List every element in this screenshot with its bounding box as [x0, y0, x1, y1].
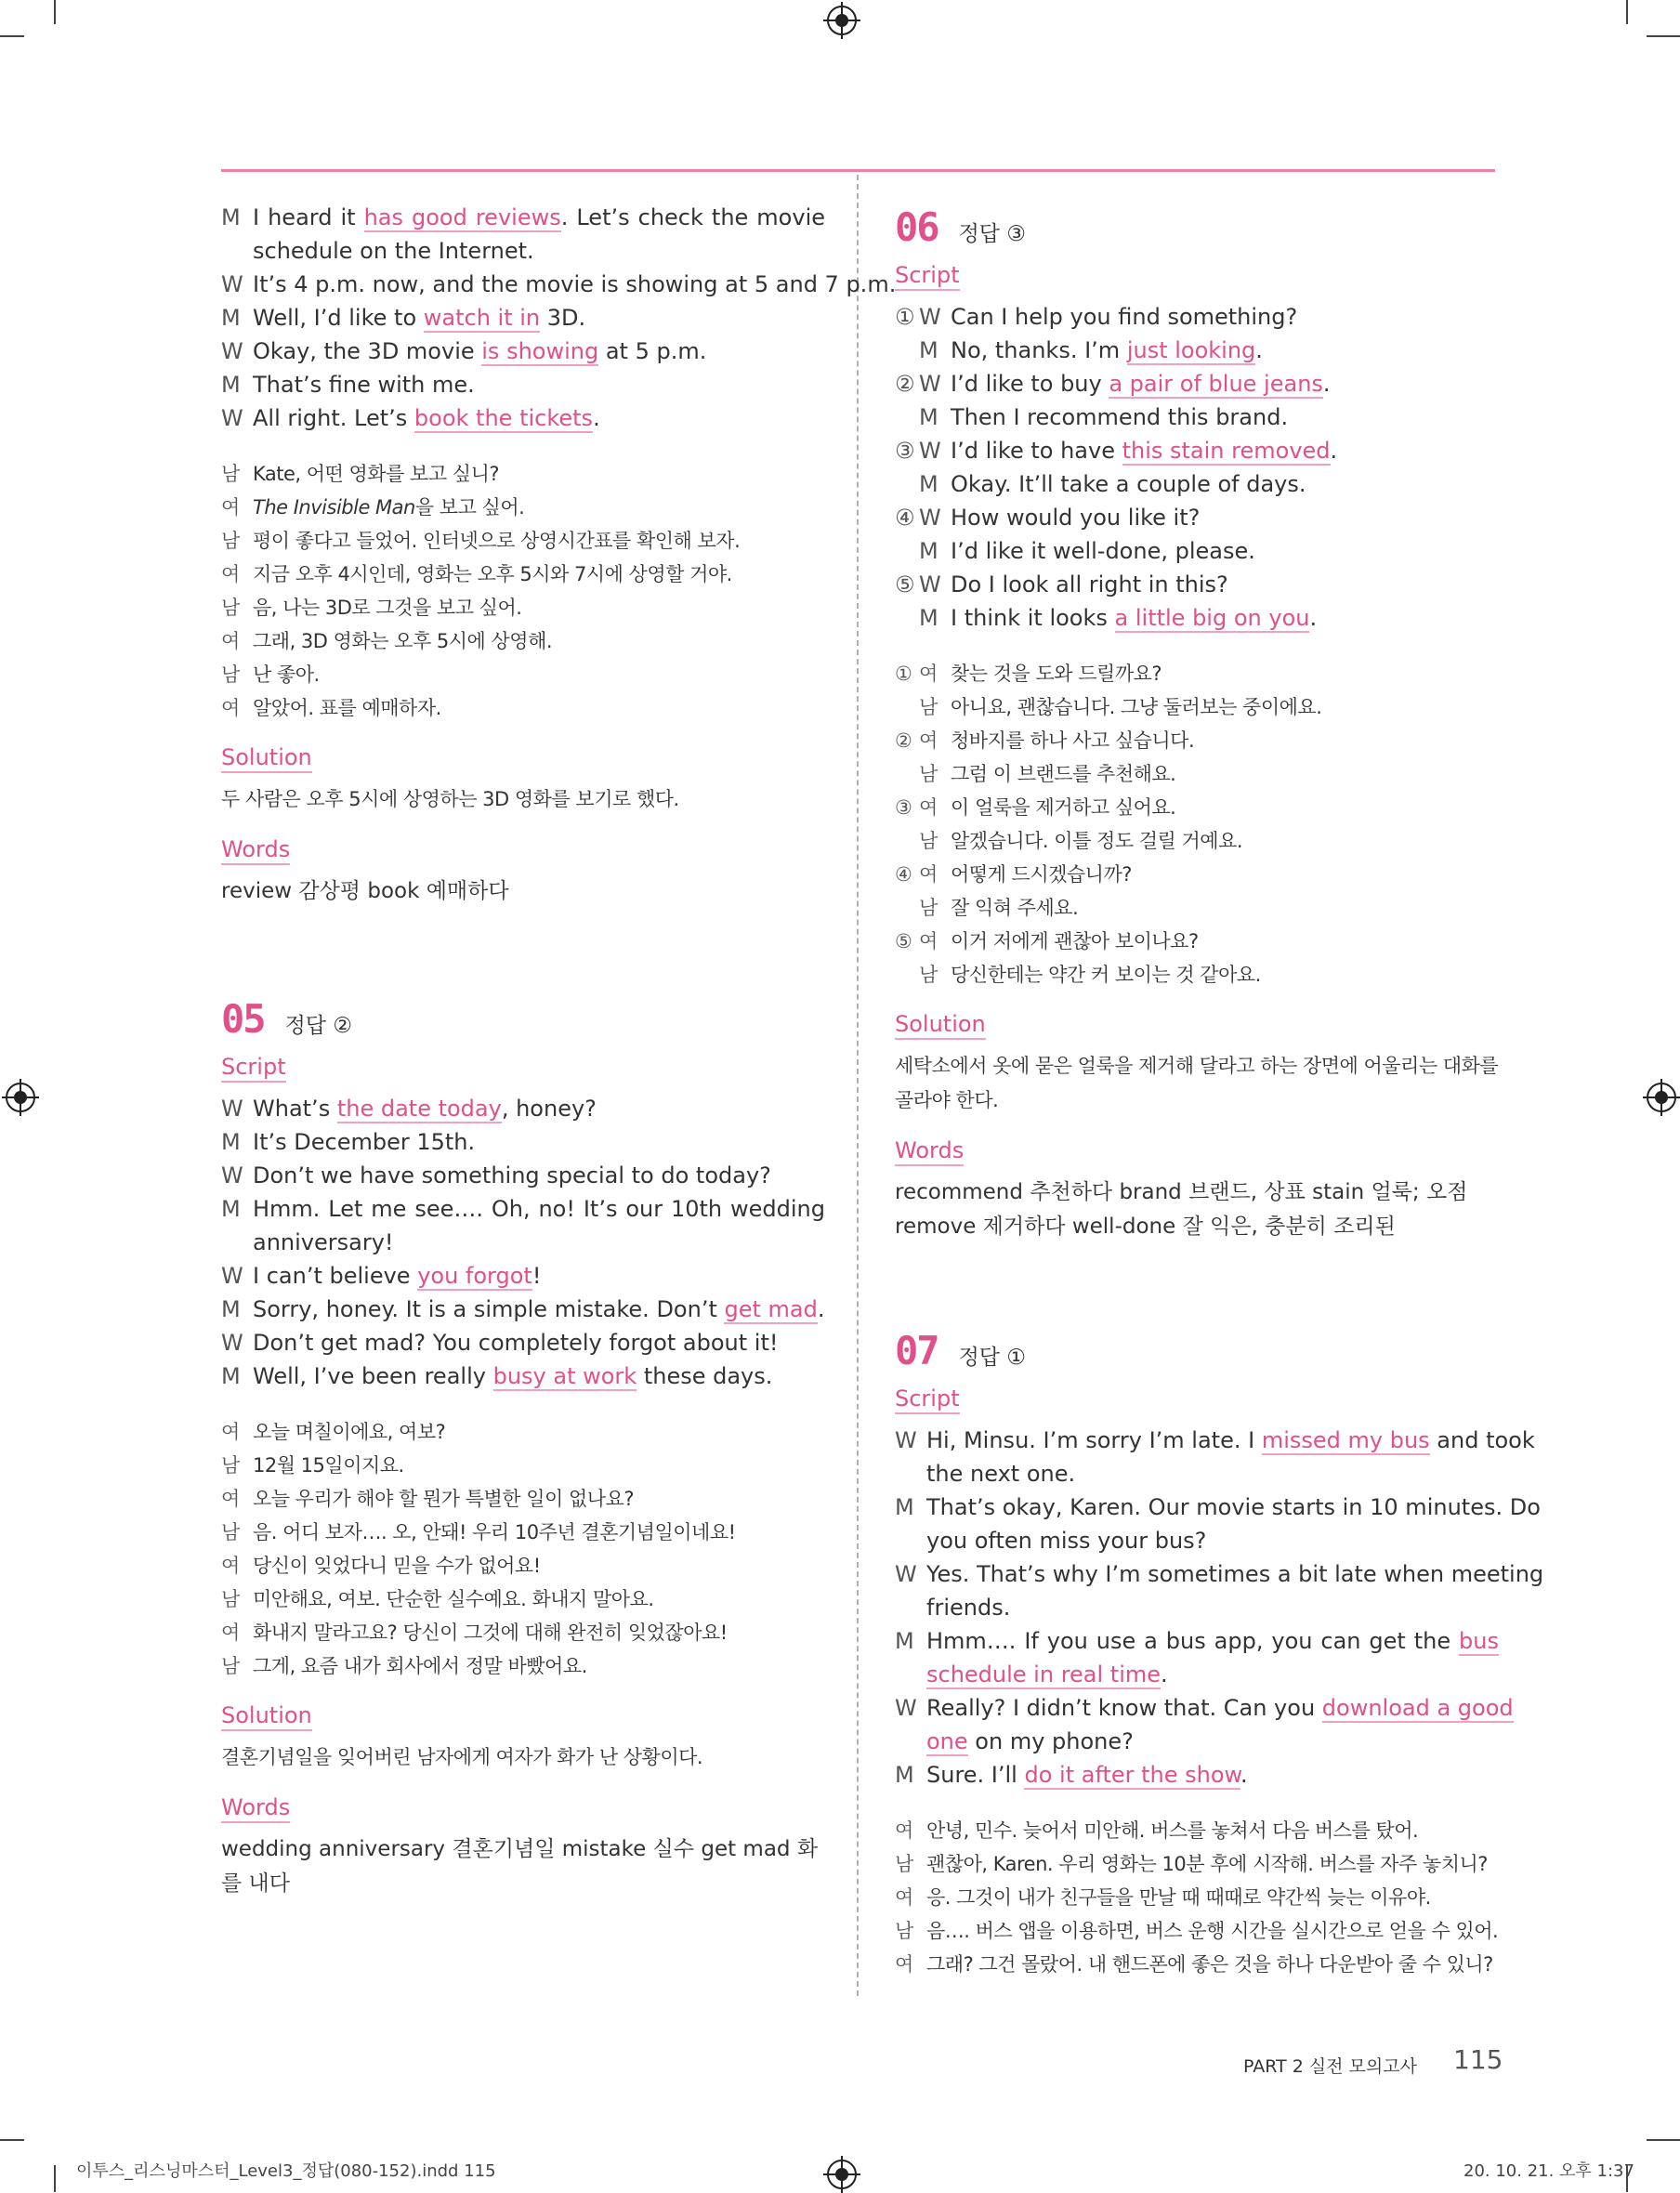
translation-text: 화내지 말라고요? 당신이 그것에 대해 완전히 잊었잖아요! — [253, 1622, 728, 1644]
translation-text: 음…. 버스 앱을 이용하면, 버스 운행 시간을 실시간으로 얻을 수 있어. — [926, 1920, 1499, 1942]
speaker-label: 여 — [919, 930, 938, 952]
speaker-label: M — [221, 1129, 241, 1155]
speaker-label: M — [221, 1363, 241, 1389]
speaker-label: 여 — [919, 729, 938, 752]
line-text: I heard it — [253, 204, 364, 230]
dialogue-line — [221, 301, 825, 335]
translation-text: 아니요, 괜찮습니다. 그냥 둘러보는 중이에요. — [951, 696, 1322, 718]
q05-korean-translation — [221, 1415, 825, 1683]
translation-line — [895, 1847, 1499, 1881]
line-text: Hmm…. If you use a bus app, you can get the — [926, 1628, 1460, 1654]
line-text: Well, I’ve been really — [253, 1363, 493, 1389]
line-text: . — [1309, 605, 1318, 631]
line-number: ② — [895, 729, 912, 752]
translation-line — [895, 690, 1499, 724]
q06-answer: 정답 ③ — [958, 222, 1026, 246]
q07-script-label: Script — [895, 1385, 960, 1414]
line-text: Sorry, honey. It is a simple mistake. Don’t — [253, 1296, 725, 1322]
line-text: No, thanks. I’m — [951, 337, 1127, 363]
speaker-label: W — [895, 1561, 917, 1587]
dialogue-line — [895, 1557, 1544, 1591]
line-text: these days. — [637, 1363, 773, 1389]
speaker-label: W — [895, 1427, 917, 1453]
line-text: Don’t we have something special to do today? — [253, 1162, 771, 1188]
speaker-label: 여 — [221, 496, 240, 519]
left-column — [221, 201, 897, 1901]
translation-text: 음, 나는 3D로 그것을 보고 싶어. — [253, 597, 522, 619]
dialogue-line — [221, 1092, 825, 1125]
translation-text: 당신한테는 약간 커 보이는 것 같아요. — [951, 964, 1261, 986]
dialogue-line — [221, 268, 897, 301]
translation-line — [221, 1582, 825, 1616]
translation-line — [221, 524, 825, 558]
speaker-label: 남 — [221, 530, 240, 552]
line-text: Yes. That’s why I’m sometimes a bit late when meeting — [926, 1561, 1544, 1587]
speaker-label: M — [895, 1628, 914, 1654]
q07-answer: 정답 ① — [958, 1346, 1026, 1370]
line-text: I’d like to have — [951, 438, 1122, 464]
translation-line — [895, 1948, 1499, 1981]
speaker-label: W — [221, 338, 243, 364]
dialogue-line — [895, 1725, 1499, 1758]
q05-header — [221, 996, 825, 1042]
q04-words — [221, 874, 825, 909]
highlighted-phrase: has good reviews — [363, 204, 561, 230]
dialogue-line — [895, 300, 1499, 334]
speaker-label: 여 — [895, 1819, 913, 1842]
translation-text: 찾는 것을 도와 드릴까요? — [951, 663, 1162, 685]
line-text: How would you like it? — [951, 505, 1201, 531]
line-number: ④ — [895, 863, 912, 886]
line-text: at 5 p.m. — [598, 338, 707, 364]
q06-words-label: Words — [895, 1136, 964, 1166]
speaker-label: 여 — [919, 863, 938, 886]
line-number: ⑤ — [895, 930, 912, 952]
speaker-label: W — [221, 1162, 243, 1188]
dialogue-line — [895, 401, 1499, 434]
dialogue-line — [221, 1259, 825, 1293]
line-number: ③ — [895, 438, 915, 464]
translation-text: 이 얼룩을 제거하고 싶어요. — [951, 796, 1176, 819]
dialogue-line — [895, 434, 1499, 467]
translation-line — [221, 491, 825, 524]
q06-number: 06 — [895, 204, 938, 250]
q05-solution-label: Solution — [221, 1701, 312, 1731]
translation-text: 괜찮아, Karen. 우리 영화는 10분 후에 시작해. 버스를 자주 놓치니? — [926, 1853, 1488, 1875]
q06-script — [895, 300, 1499, 635]
highlighted-phrase: missed my bus — [1261, 1427, 1430, 1453]
speaker-label: W — [221, 1330, 243, 1356]
line-text: Okay, the 3D movie — [253, 338, 482, 364]
dialogue-line — [895, 534, 1499, 568]
dialogue-line — [895, 1524, 1499, 1557]
registration-mark-icon — [827, 2160, 857, 2189]
q06-words — [895, 1175, 1499, 1244]
crop-mark — [1647, 2139, 1680, 2141]
highlighted-phrase: the date today — [336, 1096, 502, 1122]
dialogue-line — [895, 601, 1499, 635]
speaker-label: 남 — [895, 1853, 913, 1875]
q05-words — [221, 1832, 825, 1901]
q07-number: 07 — [895, 1328, 938, 1373]
line-text: Sure. I’ll — [926, 1762, 1025, 1788]
translation-line — [895, 891, 1499, 925]
speaker-label: W — [919, 505, 941, 531]
speaker-label: 여 — [221, 1622, 240, 1644]
dialogue-line — [895, 1691, 1514, 1725]
dialogue-line — [221, 1159, 825, 1192]
translation-line — [221, 1415, 825, 1449]
highlighted-phrase: do it after the show — [1024, 1762, 1240, 1788]
translation-text: 당신이 잊었다니 믿을 수가 없어요! — [253, 1555, 541, 1577]
translation-line — [895, 724, 1499, 757]
translation-text: 청바지를 하나 사고 싶습니다. — [951, 729, 1195, 752]
footer-part-label: PART 2 실전 모의고사 — [1243, 2056, 1417, 2077]
registration-mark-icon — [1647, 1083, 1676, 1112]
dialogue-line — [221, 1359, 825, 1393]
speaker-label: 남 — [221, 1588, 240, 1610]
q07-script — [895, 1424, 1544, 1792]
words-line: remove 제거하다 well-done 잘 익은, 충분히 조리된 — [895, 1215, 1396, 1239]
dialogue-line — [221, 1226, 825, 1259]
q07-korean-translation — [895, 1814, 1499, 1981]
highlighted-phrase: get mad — [724, 1296, 818, 1322]
speaker-label: W — [919, 438, 941, 464]
line-text: Hmm. Let me see…. Oh, no! It’s our 10th wedding — [253, 1196, 825, 1222]
translation-line — [221, 691, 825, 725]
dialogue-line — [895, 334, 1499, 367]
top-rule — [221, 169, 1495, 172]
translation-line — [221, 1549, 825, 1582]
right-column — [895, 201, 1544, 1981]
dialogue-line — [895, 501, 1499, 534]
line-text: It’s December 15th. — [253, 1129, 476, 1155]
translation-line — [221, 1616, 825, 1649]
crop-mark — [54, 0, 56, 24]
translation-text: The Invisible Man을 보고 싶어. — [253, 496, 525, 519]
speaker-label: M — [221, 1296, 241, 1322]
line-text: Really? I didn’t know that. Can you — [926, 1695, 1322, 1721]
crop-mark — [0, 2139, 24, 2141]
crop-mark — [1626, 0, 1628, 24]
speaker-label: M — [221, 372, 241, 398]
translation-text: 오늘 우리가 해야 할 뭔가 특별한 일이 없나요? — [253, 1488, 635, 1510]
speaker-label: M — [895, 1494, 914, 1520]
translation-line — [221, 1516, 825, 1549]
line-text: the next one. — [926, 1461, 1076, 1487]
speaker-label: 여 — [221, 1488, 240, 1510]
line-text: It’s 4 p.m. now, and the movie is showing at 5 and 7 p.m. — [253, 271, 897, 297]
solution-line: 골라야 한다. — [895, 1089, 999, 1111]
q04-words-label: Words — [221, 835, 290, 865]
translation-line — [221, 558, 825, 591]
translation-line — [221, 658, 825, 691]
highlighted-phrase: a pair of blue jeans — [1109, 371, 1323, 397]
dialogue-line — [895, 367, 1499, 401]
speaker-label: 여 — [919, 663, 938, 685]
translation-text: 그래? 그건 몰랐어. 내 핸드폰에 좋은 것을 하나 다운받아 줄 수 있니? — [926, 1953, 1493, 1976]
q04-korean-translation — [221, 457, 825, 725]
highlighted-phrase: busy at work — [492, 1363, 637, 1389]
speaker-label: 남 — [919, 763, 938, 785]
speaker-label: 여 — [895, 1953, 913, 1976]
speaker-label: W — [221, 405, 243, 431]
dialogue-line — [221, 368, 825, 401]
translation-line — [895, 657, 1499, 690]
translation-text: 그래, 3D 영화는 오후 5시에 상영해. — [253, 630, 553, 652]
translation-text: 12월 15일이지요. — [253, 1454, 404, 1477]
line-number: ① — [895, 304, 915, 330]
translation-text: 응. 그것이 내가 친구들을 만날 때 때때로 약간씩 늦는 이유야. — [926, 1886, 1431, 1909]
q05-words-label: Words — [221, 1793, 290, 1823]
line-text: All right. Let’s — [253, 405, 414, 431]
dialogue-line — [221, 234, 825, 268]
line-text: Well, I’d like to — [253, 305, 424, 331]
highlighted-phrase: just looking — [1126, 337, 1256, 363]
line-text: Then I recommend this brand. — [951, 404, 1289, 430]
q04-solution: 두 사람은 오후 5시에 상영하는 3D 영화를 보기로 했다. — [221, 788, 679, 810]
speaker-label: 여 — [919, 796, 938, 819]
line-text: Don’t get mad? You completely forgot about it! — [253, 1330, 779, 1356]
highlighted-phrase: schedule in real time — [926, 1661, 1162, 1687]
words-line: wedding anniversary 결혼기념일 mistake 실수 get mad 화 — [221, 1837, 819, 1861]
q06-header — [895, 204, 1499, 250]
column-divider — [857, 175, 859, 1996]
translation-text: 알았어. 표를 예매하자. — [253, 697, 441, 719]
line-number: ④ — [895, 505, 915, 531]
q06-script-label: Script — [895, 261, 960, 291]
translation-line — [895, 1914, 1499, 1948]
line-text: . — [1240, 1762, 1248, 1788]
line-text: Can I help you find something? — [951, 304, 1298, 330]
line-text: you often miss your bus? — [926, 1528, 1207, 1554]
speaker-label: 남 — [221, 1655, 240, 1677]
speaker-label: 남 — [221, 663, 240, 686]
dialogue-line — [895, 1658, 1499, 1691]
line-text: schedule on the Internet. — [253, 238, 534, 264]
dialogue-line — [221, 201, 825, 234]
translation-line — [895, 824, 1499, 858]
highlighted-phrase: download a good — [1321, 1695, 1514, 1721]
speaker-label: W — [221, 271, 243, 297]
line-text: . — [1255, 337, 1263, 363]
translation-line — [895, 958, 1499, 991]
dialogue-line — [895, 1624, 1499, 1658]
speaker-label: 남 — [919, 897, 938, 919]
line-text: What’s — [253, 1096, 337, 1122]
print-slug-timestamp: 20. 10. 21. 오후 1:37 — [1463, 2161, 1634, 2181]
speaker-label: W — [919, 371, 941, 397]
q05-answer: 정답 ② — [284, 1014, 352, 1038]
q04-script-continued — [221, 201, 897, 435]
line-text: . — [593, 405, 600, 431]
speaker-label: M — [919, 404, 938, 430]
speaker-label: 여 — [221, 630, 240, 652]
translation-line — [221, 457, 825, 491]
speaker-label: 남 — [221, 597, 240, 619]
line-text: and took — [1429, 1427, 1535, 1453]
dialogue-line — [221, 1293, 825, 1326]
line-text: I’d like it well-done, please. — [951, 538, 1255, 564]
speaker-label: W — [221, 1263, 243, 1289]
translation-text: 음. 어디 보자…. 오, 안돼! 우리 10주년 결혼기념일이네요! — [253, 1521, 736, 1543]
line-text: I think it looks — [951, 605, 1115, 631]
line-text: , honey? — [501, 1096, 597, 1122]
line-text: Okay. It’ll take a couple of days. — [951, 471, 1306, 497]
dialogue-line — [895, 1457, 1499, 1490]
line-number: ② — [895, 371, 915, 397]
translation-text: 그럼 이 브랜드를 추천해요. — [951, 763, 1176, 785]
line-text: I can’t believe — [253, 1263, 418, 1289]
highlighted-phrase: bus — [1459, 1628, 1499, 1654]
speaker-label: W — [919, 571, 941, 597]
dialogue-line — [221, 401, 825, 435]
q05-script-label: Script — [221, 1053, 286, 1083]
crop-mark — [0, 35, 24, 37]
movie-title: The Invisible Man — [253, 496, 415, 519]
speaker-label: 남 — [221, 1521, 240, 1543]
line-text: That’s okay, Karen. Our movie starts in 10 minutes. Do — [926, 1494, 1541, 1520]
line-text: . — [817, 1296, 825, 1322]
translation-text: 지금 오후 4시인데, 영화는 오후 5시와 7시에 상영할 거야. — [253, 563, 732, 585]
speaker-label: 남 — [895, 1920, 913, 1942]
translation-line — [895, 1881, 1499, 1914]
speaker-label: M — [221, 1196, 241, 1222]
q06-solution — [895, 1049, 1499, 1118]
q05-script — [221, 1092, 825, 1393]
q07-header — [895, 1328, 1499, 1373]
highlighted-phrase: book the tickets — [413, 405, 594, 431]
speaker-label: M — [919, 605, 938, 631]
translation-line — [221, 591, 825, 624]
translation-line — [221, 1482, 825, 1516]
translation-text: 이거 저에게 괜찮아 보이나요? — [951, 930, 1199, 952]
speaker-label: 여 — [221, 697, 240, 719]
dialogue-line — [895, 1591, 1499, 1624]
dialogue-line — [895, 568, 1499, 601]
q05-solution: 결혼기념일을 잊어버린 남자에게 여자가 화가 난 상황이다. — [221, 1746, 703, 1768]
line-text: . — [1322, 371, 1331, 397]
speaker-label: 여 — [221, 563, 240, 585]
translation-line — [895, 1814, 1499, 1847]
speaker-label: 남 — [919, 830, 938, 852]
speaker-label: W — [919, 304, 941, 330]
line-text: Do I look all right in this? — [951, 571, 1228, 597]
translation-line — [895, 757, 1499, 791]
speaker-label: W — [221, 1096, 243, 1122]
speaker-label: M — [221, 204, 241, 230]
q05-number: 05 — [221, 996, 265, 1042]
translation-line — [221, 1649, 825, 1683]
dialogue-line — [895, 1490, 1541, 1524]
crop-mark — [54, 2165, 56, 2192]
speaker-label: 여 — [221, 1421, 240, 1443]
dialogue-line — [221, 1125, 825, 1159]
translation-text: Kate, 어떤 영화를 보고 싶니? — [253, 463, 500, 485]
translation-line — [221, 1449, 825, 1482]
translation-text: 그게, 요즘 내가 회사에서 정말 바빴어요. — [253, 1655, 587, 1677]
speaker-label: M — [919, 471, 938, 497]
dialogue-line — [895, 1424, 1535, 1457]
registration-mark-icon — [827, 6, 857, 35]
speaker-label: 남 — [919, 696, 938, 718]
dialogue-line — [895, 467, 1499, 501]
speaker-label: 남 — [919, 964, 938, 986]
translation-text: 오늘 며칠이에요, 여보? — [253, 1421, 446, 1443]
translation-text: 어떻게 드시겠습니까? — [951, 863, 1132, 886]
line-text: . — [1161, 1661, 1168, 1687]
q04-solution-label: Solution — [221, 743, 312, 773]
speaker-label: 여 — [221, 1555, 240, 1577]
highlighted-phrase: you forgot — [417, 1263, 532, 1289]
highlighted-phrase: watch it in — [423, 305, 541, 331]
registration-mark-icon — [6, 1083, 35, 1112]
line-text: . — [1330, 438, 1338, 464]
highlighted-phrase: a little big on you — [1114, 605, 1310, 631]
dialogue-line — [221, 1192, 825, 1226]
translation-line — [895, 925, 1499, 958]
translation-line — [895, 858, 1499, 891]
speaker-label: 남 — [221, 1454, 240, 1477]
dialogue-line — [221, 335, 825, 368]
translation-line — [221, 624, 825, 658]
line-text: 3D. — [540, 305, 586, 331]
speaker-label: M — [919, 538, 938, 564]
highlighted-phrase: is showing — [481, 338, 599, 364]
line-text: . Let’s check the movie — [560, 204, 826, 230]
translation-text: 난 좋아. — [253, 663, 320, 686]
line-text: on my phone? — [967, 1728, 1134, 1754]
line-text: anniversary! — [253, 1229, 394, 1255]
speaker-label: M — [919, 337, 938, 363]
line-text: That’s fine with me. — [253, 372, 475, 398]
words-line: recommend 추천하다 brand 브랜드, 상표 stain 얼룩; 오점 — [895, 1180, 1468, 1204]
translation-line — [895, 791, 1499, 824]
highlighted-phrase: this stain removed — [1122, 438, 1331, 464]
line-text: Hi, Minsu. I’m sorry I’m late. I — [926, 1427, 1262, 1453]
line-text: ! — [532, 1263, 542, 1289]
speaker-label: M — [221, 305, 241, 331]
translation-text: 알겠습니다. 이틀 정도 걸릴 거예요. — [951, 830, 1243, 852]
line-text: I’d like to buy — [951, 371, 1109, 397]
dialogue-line — [895, 1758, 1499, 1792]
speaker-label: 남 — [221, 463, 240, 485]
translation-text: 안녕, 민수. 늦어서 미안해. 버스를 놓쳐서 다음 버스를 탔어. — [926, 1819, 1419, 1842]
words-line: 를 내다 — [221, 1871, 290, 1896]
dialogue-line — [221, 1326, 825, 1359]
solution-line: 세탁소에서 옷에 묻은 얼룩을 제거해 달라고 하는 장면에 어울리는 대화를 — [895, 1055, 1499, 1077]
print-slug-filename: 이투스_리스닝마스터_Level3_정답(080-152).indd 115 — [76, 2161, 496, 2181]
translation-text: 미안해요, 여보. 단순한 실수예요. 화내지 말아요. — [253, 1588, 654, 1610]
crop-mark — [1647, 35, 1680, 37]
speaker-label: 여 — [895, 1886, 913, 1909]
line-number: ⑤ — [895, 571, 915, 597]
speaker-label: M — [895, 1762, 914, 1788]
line-text: friends. — [926, 1595, 1011, 1621]
line-number: ③ — [895, 796, 912, 819]
words-line: review 감상평 book 예매하다 — [221, 879, 509, 903]
translation-text: 잘 익혀 주세요. — [951, 897, 1079, 919]
highlighted-phrase: one — [926, 1728, 968, 1754]
translation-text: 평이 좋다고 들었어. 인터넷으로 상영시간표를 확인해 보자. — [253, 530, 741, 552]
page-number: 115 — [1453, 2044, 1503, 2075]
q06-solution-label: Solution — [895, 1010, 986, 1040]
q06-korean-translation — [895, 657, 1499, 991]
line-number: ① — [895, 663, 912, 685]
speaker-label: W — [895, 1695, 917, 1721]
